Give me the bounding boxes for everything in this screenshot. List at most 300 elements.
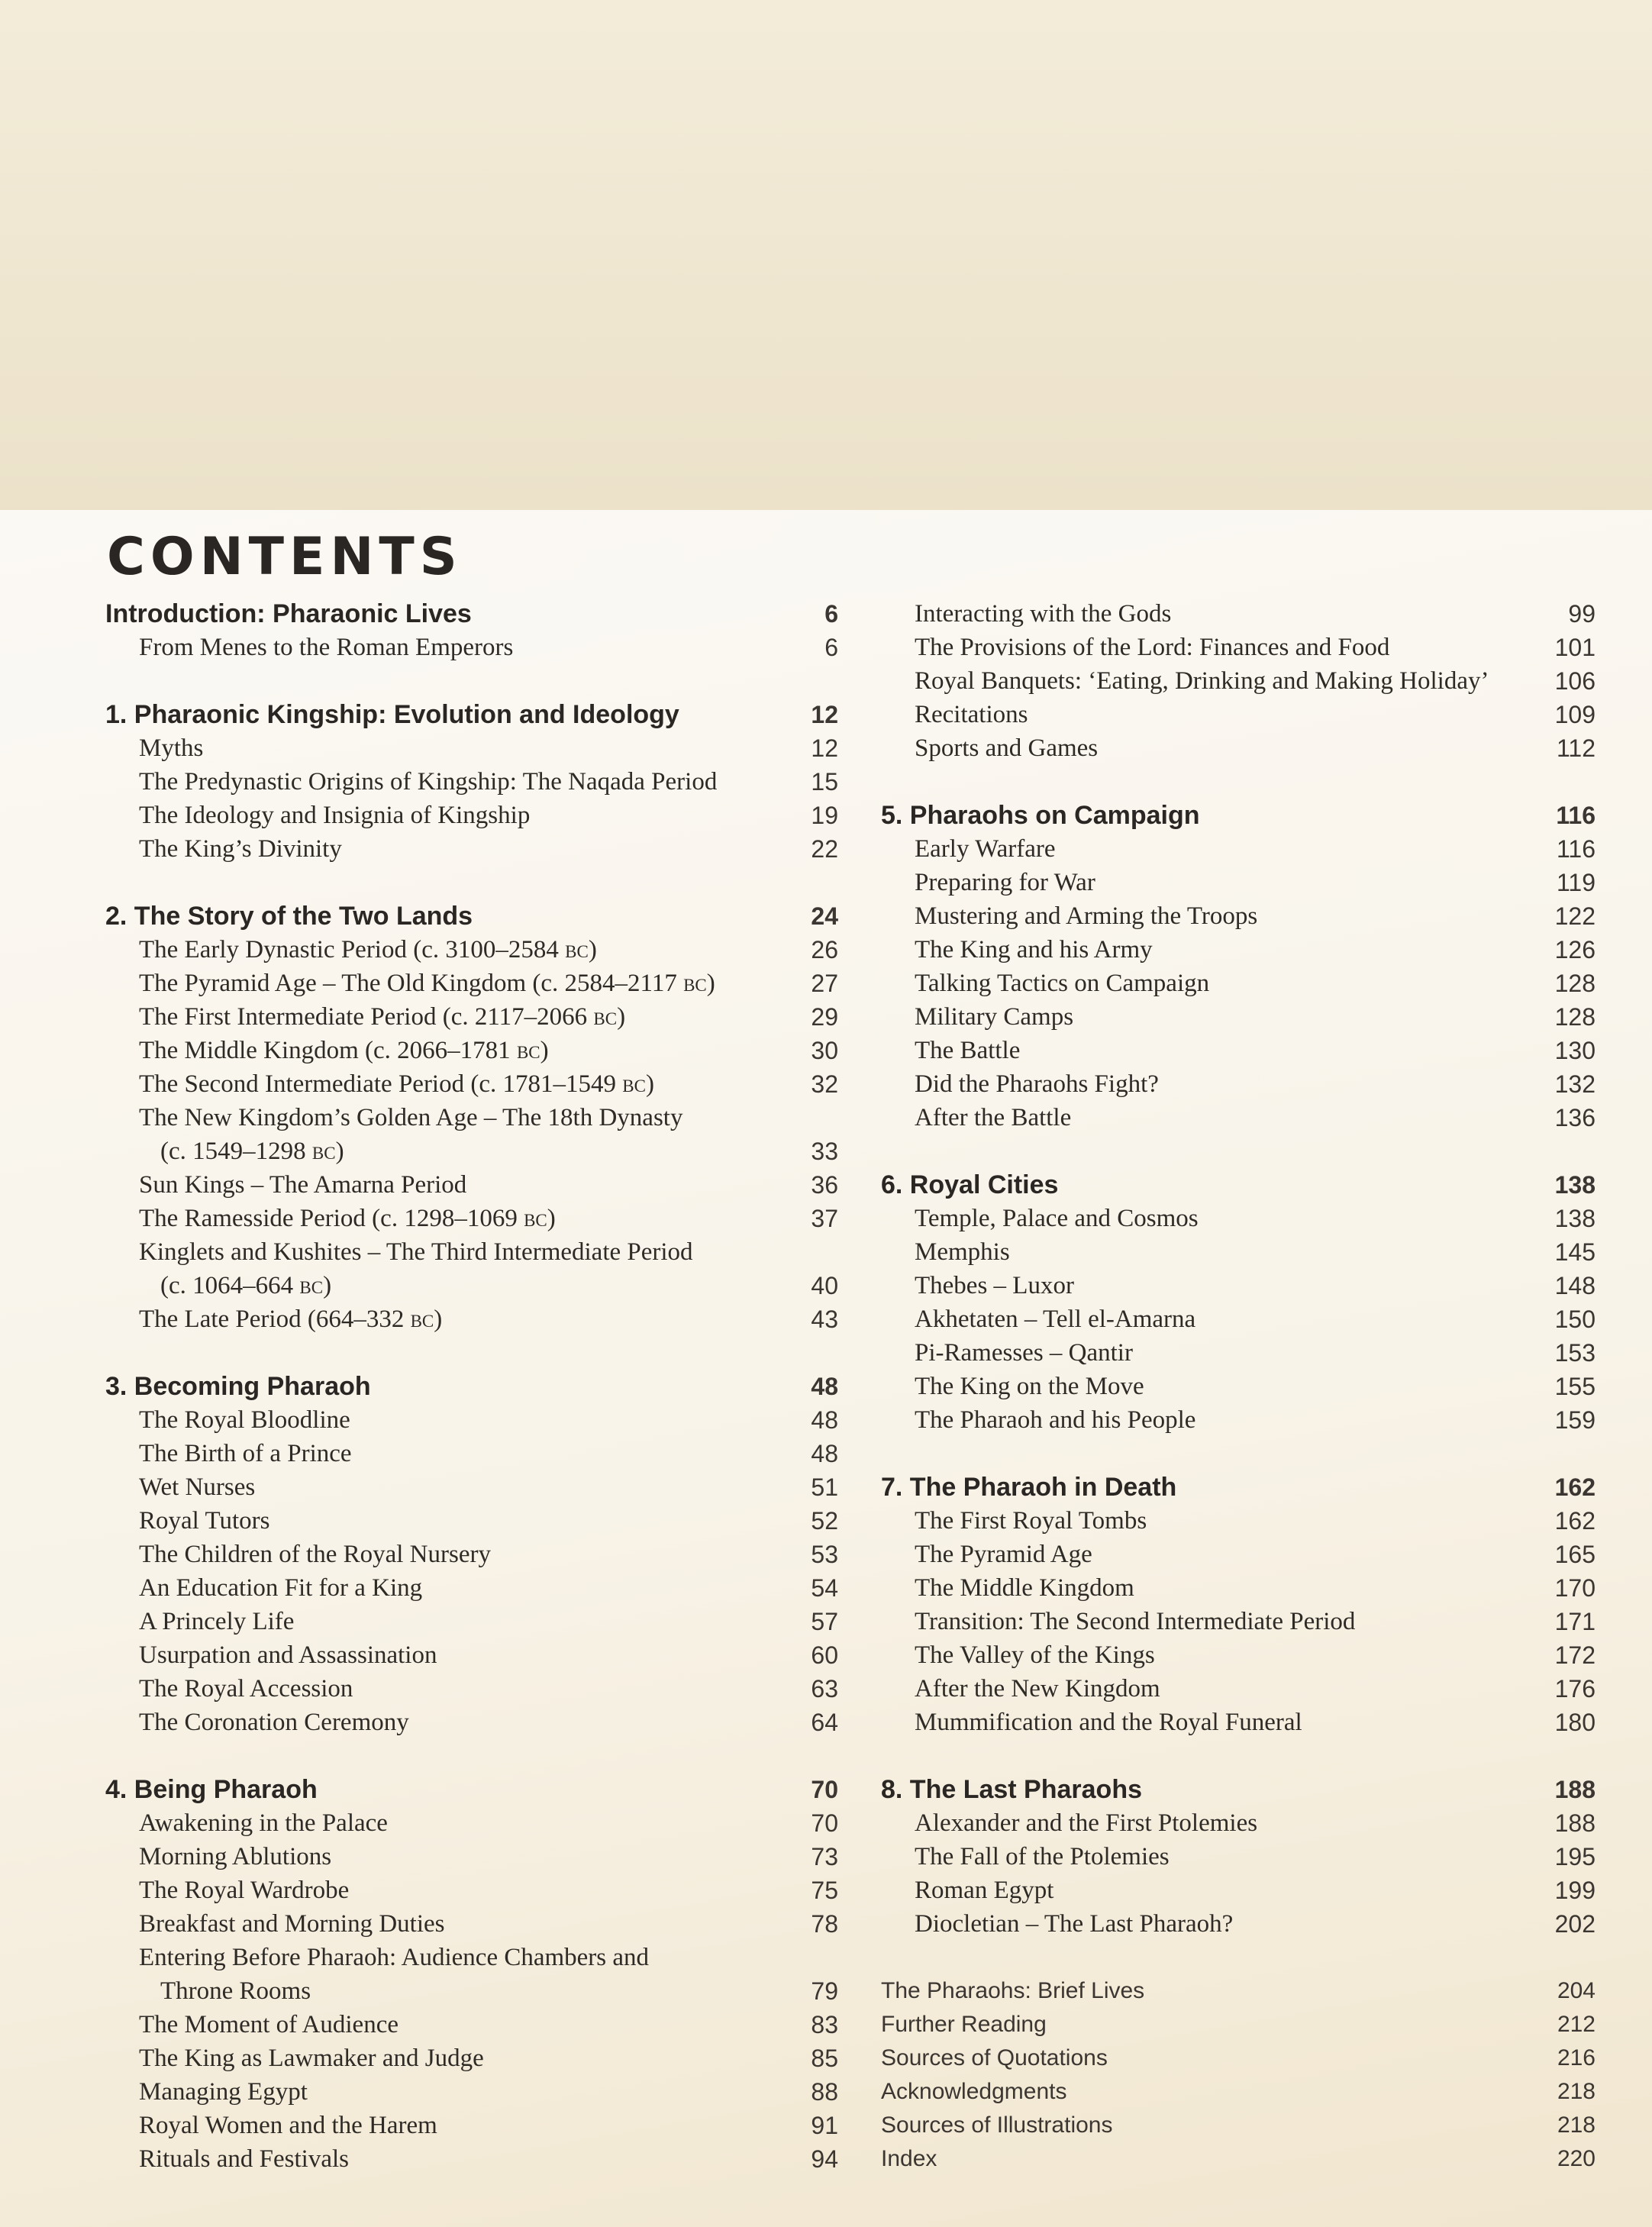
toc-entry-alexander-and-the-first-ptolemies (881, 1806, 1596, 1840)
toc-page-number: 6 (824, 634, 838, 661)
toc-entry-title (139, 731, 754, 765)
toc-entry-title-text: Myths (139, 734, 204, 762)
toc-entry-title-text: The Pyramid Age – The Old Kingdom (c. 2584–2117 bc) (139, 970, 715, 997)
toc-entry-title (915, 967, 1512, 1000)
toc-entry-title-text: From Menes to the Roman Emperors (139, 634, 514, 661)
toc-chapter-7-the-pharaoh-in-death (881, 1470, 1596, 1504)
toc-page-number: 85 (811, 2045, 838, 2072)
toc-entry-the-pyramid-age (881, 1538, 1596, 1571)
toc-page-number: 109 (1554, 701, 1596, 728)
toc-entry-title (139, 2008, 754, 2041)
toc-page-number: 195 (1554, 1843, 1596, 1870)
toc-entry-the-pharaoh-and-his-people (881, 1403, 1596, 1437)
toc-entry-title-text: Diocletian – The Last Pharaoh? (915, 1910, 1234, 1938)
toc-entry-title (139, 1605, 754, 1638)
toc-entry-title (881, 2075, 1512, 2109)
toc-page-number: 165 (1554, 1541, 1596, 1568)
toc-entry-title-text: The Children of the Royal Nursery (139, 1541, 491, 1568)
toc-entry-title (915, 631, 1512, 664)
toc-entry-the-fall-of-the-ptolemies (881, 1840, 1596, 1874)
toc-entry-title (915, 899, 1512, 933)
era-abbrev: bc (622, 1070, 646, 1098)
toc-page-number: 48 (811, 1406, 838, 1434)
toc-entry-title-text: Managing Egypt (139, 2078, 308, 2106)
toc-page-number: 199 (1554, 1877, 1596, 1904)
toc-entry-title (105, 698, 754, 731)
toc-entry-the-first-intermediate-period-c-2117-2066-bc (105, 1000, 838, 1034)
page-title: CONTENTS (107, 527, 463, 587)
toc-entry-title-text: The Fall of the Ptolemies (915, 1843, 1170, 1870)
toc-entry-wet-nurses (105, 1470, 838, 1504)
toc-page-number: 220 (1557, 2146, 1596, 2171)
toc-page-number: 122 (1554, 902, 1596, 930)
toc-entry-title-text: Memphis (915, 1238, 1010, 1266)
toc-entry-the-ramesside-period-c-1298-1069-bc (105, 1202, 838, 1235)
era-abbrev: bc (516, 1037, 540, 1064)
toc-page-number: 22 (811, 835, 838, 863)
toc-entry-awakening-in-the-palace (105, 1806, 838, 1840)
toc-entry-title (139, 1806, 754, 1840)
toc-entry-myths (105, 731, 838, 765)
toc-entry-the-second-intermediate-period-c-1781-1549-bc (105, 1067, 838, 1101)
era-abbrev: bc (593, 1003, 618, 1031)
toc-entry-morning-ablutions (105, 1840, 838, 1874)
toc-page-number: 75 (811, 1877, 838, 1904)
toc-page-number: 15 (811, 768, 838, 796)
toc-entry-title (881, 1470, 1512, 1504)
toc-entry-title-text: Roman Egypt (915, 1877, 1054, 1904)
toc-page-number: 27 (811, 970, 838, 997)
toc-entry-title-continuation: Throne Rooms (160, 1977, 311, 2005)
toc-entry-title-text: Early Warfare (915, 835, 1056, 863)
toc-page-number: 78 (811, 1910, 838, 1938)
toc-entry-from-menes-to-the-roman-emperors (105, 631, 838, 664)
toc-backmatter-sources-of-illustrations (881, 2109, 1596, 2142)
toc-entry-title-text: Recitations (915, 701, 1028, 728)
toc-backmatter-sources-of-quotations (881, 2041, 1596, 2075)
toc-entry-title (139, 1067, 754, 1101)
toc-page-number: 88 (811, 2078, 838, 2106)
toc-page-number: 106 (1554, 667, 1596, 695)
toc-entry-title-text: The Late Period (664–332 bc) (139, 1306, 443, 1333)
toc-page-number: 54 (811, 1574, 838, 1602)
toc-page-number: 48 (811, 1373, 838, 1400)
toc-chapter-6-royal-cities (881, 1168, 1596, 1202)
toc-entry-diocletian-the-last-pharaoh (881, 1907, 1596, 1941)
toc-entry-title (915, 597, 1512, 631)
toc-entry-talking-tactics-on-campaign (881, 967, 1596, 1000)
toc-entry-the-royal-accession (105, 1672, 838, 1706)
toc-page-number: 132 (1554, 1070, 1596, 1098)
toc-entry-the-early-dynastic-period-c-3100-2584-bc (105, 933, 838, 967)
toc-entry-title (915, 1504, 1512, 1538)
toc-entry-title (915, 1000, 1512, 1034)
toc-page-number: 128 (1554, 970, 1596, 997)
toc-page-number: 204 (1557, 1978, 1596, 2003)
toc-entry-title-text: Royal Tutors (139, 1507, 270, 1535)
toc-page-number: 171 (1554, 1608, 1596, 1635)
toc-page-number: 218 (1557, 2112, 1596, 2138)
toc-page-number: 159 (1554, 1406, 1596, 1434)
toc-entry-title-text: Usurpation and Assassination (139, 1641, 437, 1669)
toc-entry-title-text: Breakfast and Morning Duties (139, 1910, 445, 1938)
section-spacer (105, 866, 838, 899)
toc-entry-after-the-new-kingdom (881, 1672, 1596, 1706)
toc-page-number: 12 (811, 701, 838, 728)
toc-entry-title (915, 1907, 1512, 1941)
toc-entry-title-text: An Education Fit for a King (139, 1574, 423, 1602)
toc-page-number: 64 (811, 1709, 838, 1736)
toc-entry-the-children-of-the-royal-nursery (105, 1538, 838, 1571)
toc-entry-the-battle (881, 1034, 1596, 1067)
toc-entry-title-text: Mummification and the Royal Funeral (915, 1709, 1302, 1736)
toc-entry-title (915, 1235, 1512, 1269)
toc-page-number: 12 (811, 734, 838, 762)
toc-entry-title-text: Temple, Palace and Cosmos (915, 1205, 1199, 1232)
toc-entry-title-text: The Predynastic Origins of Kingship: The Naqada Period (139, 768, 718, 796)
toc-entry-title-text: 5. Pharaohs on Campaign (881, 801, 1200, 830)
toc-entry-the-royal-bloodline (105, 1403, 838, 1437)
toc-page-number: 60 (811, 1641, 838, 1669)
toc-entry-title-text: 2. The Story of the Two Lands (105, 902, 473, 931)
toc-page-number: 30 (811, 1037, 838, 1064)
toc-entry-title-text: The Pharaoh and his People (915, 1406, 1196, 1434)
toc-page-number: 99 (1568, 600, 1596, 628)
toc-entry-title (139, 2142, 754, 2176)
toc-entry-title-text: The Royal Wardrobe (139, 1877, 350, 1904)
toc-page-number: 19 (811, 802, 838, 829)
toc-entry-title-text: The Royal Bloodline (139, 1406, 350, 1434)
toc-page-number: 148 (1554, 1272, 1596, 1299)
contents-right-column (881, 597, 1596, 2176)
toc-entry-title (139, 1034, 754, 1067)
toc-entry-title-text: Entering Before Pharaoh: Audience Chambers and (139, 1944, 650, 1971)
toc-entry-title (139, 2041, 754, 2075)
toc-entry-temple-palace-and-cosmos (881, 1202, 1596, 1235)
toc-entry-recitations (881, 698, 1596, 731)
toc-entry-title (139, 1874, 754, 1907)
toc-entry-kinglets-and-kushites-the-third-intermediate-per (105, 1235, 838, 1302)
toc-entry-title (915, 832, 1512, 866)
toc-entry-breakfast-and-morning-duties (105, 1907, 838, 1941)
toc-chapter-3-becoming-pharaoh (105, 1370, 838, 1403)
era-abbrev: bc (311, 1138, 336, 1165)
toc-page-number: 116 (1556, 835, 1596, 863)
toc-entry-title (139, 631, 754, 664)
toc-entry-title-text: Transition: The Second Intermediate Period (915, 1608, 1356, 1635)
toc-entry-title-text: Rituals and Festivals (139, 2145, 349, 2173)
toc-entry-title (139, 1403, 754, 1437)
toc-entry-title (139, 1840, 754, 1874)
toc-entry-title-text: The King’s Divinity (139, 835, 342, 863)
toc-entry-title-text: The King on the Move (915, 1373, 1144, 1400)
toc-entry-the-moment-of-audience (105, 2008, 838, 2041)
toc-entry-title (915, 1302, 1512, 1336)
toc-entry-thebes-luxor (881, 1269, 1596, 1302)
toc-page-number: 202 (1554, 1910, 1596, 1938)
toc-entry-title (105, 597, 754, 631)
toc-entry-royal-women-and-the-harem (105, 2109, 838, 2142)
toc-entry-title-text: 6. Royal Cities (881, 1170, 1059, 1199)
toc-entry-title (105, 1370, 754, 1403)
toc-page-number: 6 (824, 600, 838, 628)
toc-entry-title-text: Sun Kings – The Amarna Period (139, 1171, 467, 1199)
section-spacer (881, 1134, 1596, 1168)
toc-page-number: 24 (811, 902, 838, 930)
toc-entry-title (139, 1538, 754, 1571)
toc-entry-the-provisions-of-the-lord-finances-and-food (881, 631, 1596, 664)
toc-entry-title (139, 1470, 754, 1504)
toc-entry-title (139, 1706, 754, 1739)
toc-page-number: 112 (1556, 734, 1596, 762)
toc-entry-title (915, 1638, 1512, 1672)
toc-entry-title-text: The Royal Accession (139, 1675, 353, 1703)
toc-entry-the-new-kingdom-s-golden-age-the-18th-dynasty (105, 1101, 838, 1168)
toc-entry-title-text: Talking Tactics on Campaign (915, 970, 1210, 997)
toc-entry-after-the-battle (881, 1101, 1596, 1134)
toc-page-number: 150 (1554, 1306, 1596, 1333)
era-abbrev: bc (299, 1272, 324, 1299)
toc-page-number: 216 (1557, 2045, 1596, 2070)
toc-page-number: 101 (1554, 634, 1596, 661)
toc-entry-title-text: Awakening in the Palace (139, 1809, 388, 1837)
toc-page-number: 43 (811, 1306, 838, 1333)
toc-entry-title-text: Wet Nurses (139, 1473, 256, 1501)
section-spacer (105, 1739, 838, 1773)
toc-page-number: 188 (1554, 1809, 1596, 1837)
toc-entry-royal-banquets-eating-drinking-and-making-holida (881, 664, 1596, 698)
toc-page-number: 188 (1554, 1776, 1596, 1803)
toc-entry-akhetaten-tell-el-amarna (881, 1302, 1596, 1336)
section-spacer (881, 1739, 1596, 1773)
toc-entry-title-text: Mustering and Arming the Troops (915, 902, 1258, 930)
toc-page-number: 94 (811, 2145, 838, 2173)
toc-page-number: 83 (811, 2011, 838, 2038)
toc-entry-title-text: Introduction: Pharaonic Lives (105, 599, 472, 628)
toc-entry-title (915, 933, 1512, 967)
toc-entry-title-text: 7. The Pharaoh in Death (881, 1473, 1177, 1502)
toc-entry-title (881, 1168, 1512, 1202)
toc-entry-memphis (881, 1235, 1596, 1269)
toc-entry-royal-tutors (105, 1504, 838, 1538)
toc-page-number: 32 (811, 1070, 838, 1098)
toc-entry-title-text: Sports and Games (915, 734, 1099, 762)
toc-entry-title-continuation: (c. 1549–1298 bc) (160, 1138, 344, 1165)
toc-entry-title-text: The Ramesside Period (c. 1298–1069 bc) (139, 1205, 556, 1232)
toc-entry-managing-egypt (105, 2075, 838, 2109)
toc-entry-title-text: Acknowledgments (881, 2079, 1067, 2104)
toc-entry-title-text: After the New Kingdom (915, 1675, 1160, 1703)
toc-entry-title (139, 1235, 754, 1302)
toc-entry-title (915, 1538, 1512, 1571)
toc-chapter-5-pharaohs-on-campaign (881, 799, 1596, 832)
toc-entry-title (139, 1638, 754, 1672)
toc-page-number: 73 (811, 1843, 838, 1870)
toc-entry-title-text: The Pyramid Age (915, 1541, 1092, 1568)
toc-entry-title-text: The Early Dynastic Period (c. 3100–2584 bc) (139, 936, 597, 963)
toc-entry-title-text: The First Intermediate Period (c. 2117–2066 bc) (139, 1003, 626, 1031)
toc-entry-an-education-fit-for-a-king (105, 1571, 838, 1605)
toc-entry-title-text: A Princely Life (139, 1608, 295, 1635)
toc-entry-title (139, 1907, 754, 1941)
toc-entry-the-pyramid-age-the-old-kingdom-c-2584-2117-bc (105, 967, 838, 1000)
toc-entry-the-birth-of-a-prince (105, 1437, 838, 1470)
toc-entry-title (915, 1605, 1512, 1638)
toc-entry-title (915, 1806, 1512, 1840)
toc-page-number: 29 (811, 1003, 838, 1031)
toc-entry-title (139, 967, 754, 1000)
contents-left-column (105, 597, 838, 2176)
toc-entry-title-text: The Coronation Ceremony (139, 1709, 409, 1736)
toc-page-number: 63 (811, 1675, 838, 1703)
section-spacer (881, 1941, 1596, 1974)
toc-page-number: 33 (811, 1138, 838, 1165)
toc-entry-title-text: The King as Lawmaker and Judge (139, 2045, 484, 2072)
toc-page-number: 36 (811, 1171, 838, 1199)
toc-entry-title (139, 1101, 754, 1168)
toc-entry-title-text: Thebes – Luxor (915, 1272, 1074, 1299)
toc-entry-title-text: The New Kingdom’s Golden Age – The 18th Dynasty (139, 1104, 683, 1131)
toc-entry-title (881, 2008, 1512, 2041)
toc-entry-title-text: After the Battle (915, 1104, 1072, 1131)
toc-page-number: 37 (811, 1205, 838, 1232)
toc-entry-entering-before-pharaoh-audience-chambers-and (105, 1941, 838, 2008)
toc-entry-title-text: Royal Women and the Harem (139, 2112, 437, 2139)
toc-entry-title-text: 8. The Last Pharaohs (881, 1775, 1142, 1804)
toc-entry-title (139, 2109, 754, 2142)
toc-backmatter-acknowledgments (881, 2075, 1596, 2109)
toc-entry-the-first-royal-tombs (881, 1504, 1596, 1538)
toc-entry-title-text: The Pharaohs: Brief Lives (881, 1978, 1145, 2003)
toc-entry-mustering-and-arming-the-troops (881, 899, 1596, 933)
toc-entry-title-text: Sources of Quotations (881, 2045, 1108, 2070)
toc-entry-title (915, 1672, 1512, 1706)
toc-entry-title (139, 1941, 754, 2008)
toc-page-number: 53 (811, 1541, 838, 1568)
toc-entry-the-late-period-664-332-bc (105, 1302, 838, 1336)
section-spacer (881, 765, 1596, 799)
toc-entry-title-text: The Middle Kingdom (915, 1574, 1134, 1602)
toc-entry-title (915, 664, 1512, 698)
toc-entry-title (139, 1000, 754, 1034)
toc-entry-title-continuation: (c. 1064–664 bc) (160, 1272, 332, 1299)
toc-entry-title (881, 2041, 1512, 2075)
era-abbrev: bc (410, 1306, 434, 1333)
toc-entry-title (881, 1974, 1512, 2008)
toc-chapter-introduction-pharaonic-lives (105, 597, 838, 631)
toc-page-number: 153 (1554, 1339, 1596, 1367)
toc-entry-title (139, 832, 754, 866)
toc-entry-pi-ramesses-qantir (881, 1336, 1596, 1370)
toc-entry-the-middle-kingdom (881, 1571, 1596, 1605)
toc-entry-title (881, 2142, 1512, 2176)
era-abbrev: bc (683, 970, 707, 997)
toc-entry-title (915, 1202, 1512, 1235)
toc-entry-title-text: The First Royal Tombs (915, 1507, 1147, 1535)
toc-page-number: 162 (1554, 1473, 1596, 1501)
toc-entry-title (915, 1840, 1512, 1874)
toc-page-number: 170 (1554, 1574, 1596, 1602)
toc-entry-military-camps (881, 1000, 1596, 1034)
toc-entry-title-text: 4. Being Pharaoh (105, 1775, 318, 1804)
toc-page-number: 212 (1557, 2012, 1596, 2037)
toc-entry-title (139, 933, 754, 967)
toc-chapter-2-the-story-of-the-two-lands (105, 899, 838, 933)
toc-entry-title-text: The Second Intermediate Period (c. 1781–1549 bc) (139, 1070, 654, 1098)
toc-entry-the-coronation-ceremony (105, 1706, 838, 1739)
toc-page-number: 138 (1554, 1171, 1596, 1199)
section-spacer (105, 1336, 838, 1370)
toc-entry-title-text: 1. Pharaonic Kingship: Evolution and Ideology (105, 700, 679, 729)
toc-entry-title-text: The Middle Kingdom (c. 2066–1781 bc) (139, 1037, 549, 1064)
toc-entry-title-text: The Moment of Audience (139, 2011, 398, 2038)
top-page-band (0, 0, 1652, 510)
toc-entry-roman-egypt (881, 1874, 1596, 1907)
toc-entry-title-text: Kinglets and Kushites – The Third Intermediate Period (139, 1238, 693, 1266)
toc-entry-title (139, 765, 754, 799)
toc-entry-title-text: The Valley of the Kings (915, 1641, 1155, 1669)
toc-backmatter-the-pharaohs-brief-lives (881, 1974, 1596, 2008)
toc-entry-title (915, 698, 1512, 731)
toc-page-number: 130 (1554, 1037, 1596, 1064)
toc-entry-title-text: Index (881, 2146, 937, 2171)
toc-entry-sun-kings-the-amarna-period (105, 1168, 838, 1202)
toc-entry-rituals-and-festivals (105, 2142, 838, 2176)
toc-entry-title (915, 1706, 1512, 1739)
toc-page-number: 70 (811, 1776, 838, 1803)
toc-entry-title-text: Military Camps (915, 1003, 1074, 1031)
toc-page-number: 180 (1554, 1709, 1596, 1736)
toc-entry-title (105, 1773, 754, 1806)
toc-page-number: 116 (1556, 802, 1596, 829)
toc-entry-title-text: Did the Pharaohs Fight? (915, 1070, 1159, 1098)
era-abbrev: bc (565, 936, 589, 963)
toc-entry-sports-and-games (881, 731, 1596, 765)
toc-entry-the-king-s-divinity (105, 832, 838, 866)
toc-page-number: 40 (811, 1272, 838, 1299)
toc-entry-title (105, 899, 754, 933)
toc-page-number: 155 (1554, 1373, 1596, 1400)
toc-page-number: 79 (811, 1977, 838, 2005)
section-spacer (881, 1437, 1596, 1470)
toc-entry-title (915, 866, 1512, 899)
toc-entry-the-royal-wardrobe (105, 1874, 838, 1907)
toc-entry-title-text: The Ideology and Insignia of Kingship (139, 802, 531, 829)
toc-entry-title-text: Interacting with the Gods (915, 600, 1172, 628)
toc-page-number: 126 (1554, 936, 1596, 963)
toc-entry-title (139, 1672, 754, 1706)
toc-entry-title-text: The Birth of a Prince (139, 1440, 352, 1467)
toc-page-number: 70 (811, 1809, 838, 1837)
toc-entry-interacting-with-the-gods (881, 597, 1596, 631)
toc-page-number: 162 (1554, 1507, 1596, 1535)
toc-entry-title (915, 731, 1512, 765)
toc-page-number: 136 (1554, 1104, 1596, 1131)
toc-entry-title (139, 1437, 754, 1470)
toc-entry-mummification-and-the-royal-funeral (881, 1706, 1596, 1739)
toc-entry-title (915, 1101, 1512, 1134)
toc-entry-title (139, 1202, 754, 1235)
toc-entry-title-text: Further Reading (881, 2012, 1047, 2037)
toc-entry-the-king-on-the-move (881, 1370, 1596, 1403)
toc-page-number: 48 (811, 1440, 838, 1467)
toc-entry-the-valley-of-the-kings (881, 1638, 1596, 1672)
toc-entry-title-text: Sources of Illustrations (881, 2112, 1113, 2138)
toc-entry-title-text: 3. Becoming Pharaoh (105, 1372, 371, 1401)
toc-entry-title-text: Pi-Ramesses – Qantir (915, 1339, 1133, 1367)
toc-entry-title-text: The Provisions of the Lord: Finances and Food (915, 634, 1390, 661)
toc-page-number: 172 (1554, 1641, 1596, 1669)
